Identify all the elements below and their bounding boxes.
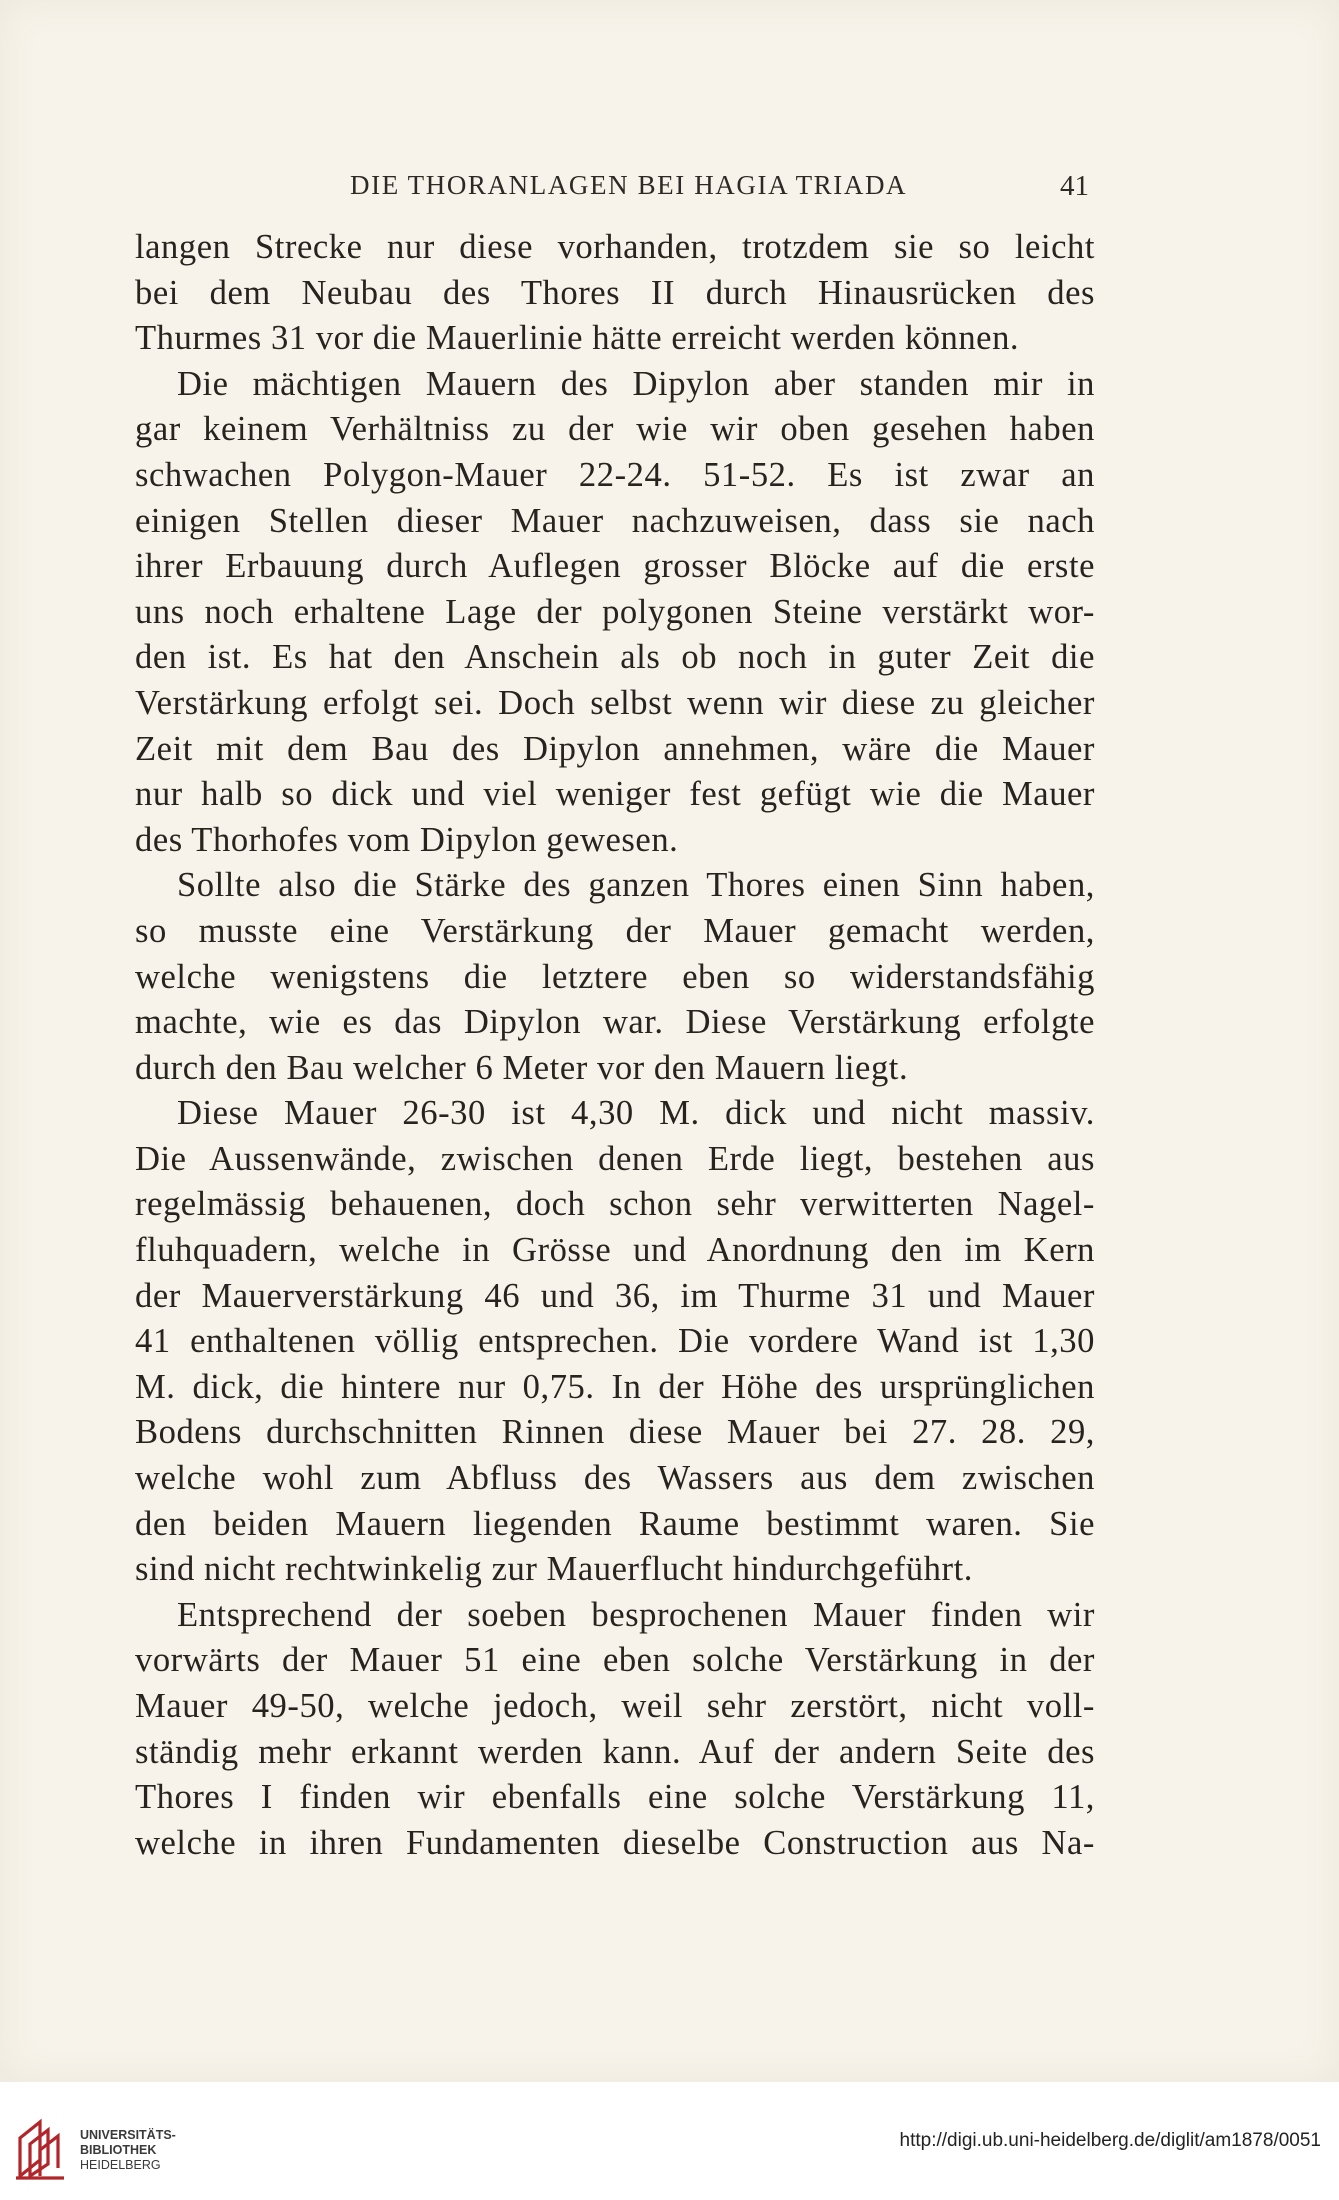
text-line: Die mächtigen Mauern des Dipylon aber standen mir in bbox=[177, 364, 1095, 403]
text-line: vorwärts der Mauer 51 eine eben solche Verstärkung in der bbox=[135, 1641, 1095, 1680]
text-line: bei dem Neubau des Thores II durch Hinausrücken des bbox=[135, 273, 1095, 312]
text-line: der Mauerverstärkung 46 und 36, im Thurme 31 und Mauer bbox=[135, 1276, 1095, 1315]
running-head bbox=[0, 170, 1339, 210]
text-line: welche wenigstens die letztere eben so widerstandsfähig bbox=[135, 957, 1095, 996]
text-line: Mauer 49-50, welche jedoch, weil sehr zerstört, nicht voll- bbox=[135, 1687, 1095, 1725]
text-line: langen Strecke nur diese vorhanden, trotzdem sie so leicht bbox=[135, 228, 1095, 266]
text-line: Die Aussenwände, zwischen denen Erde liegt, bestehen aus bbox=[135, 1139, 1095, 1178]
source-url-link[interactable]: http://digi.ub.uni-heidelberg.de/diglit/am1878/0051 bbox=[899, 2130, 1321, 2151]
text-line: regelmässig behauenen, doch schon sehr verwitterten Nagel- bbox=[135, 1185, 1095, 1224]
text-line: fluhquadern, welche in Grösse und Anordnung den im Kern bbox=[135, 1231, 1095, 1270]
footer-bar bbox=[0, 2082, 1339, 2200]
text-line: Diese Mauer 26-30 ist 4,30 M. dick und nicht massiv. bbox=[177, 1094, 1095, 1133]
library-name-line: HEIDELBERG bbox=[80, 2158, 161, 2172]
text-line: einigen Stellen dieser Mauer nachzuweisen, dass sie nach bbox=[135, 501, 1095, 540]
text-line: Entsprechend der soeben besprochenen Mauer finden wir bbox=[177, 1595, 1095, 1634]
text-line: durch den Bau welcher 6 Meter vor den Mauern liegt. bbox=[135, 1048, 909, 1087]
text-line: uns noch erhaltene Lage der polygonen Steine verstärkt wor- bbox=[135, 592, 1095, 631]
text-line: Sollte also die Stärke des ganzen Thores einen Sinn haben, bbox=[177, 866, 1095, 905]
text-line: nur halb so dick und viel weniger fest gefügt wie die Mauer bbox=[135, 775, 1095, 814]
text-line: ihrer Erbauung durch Auflegen grosser Blöcke auf die erste bbox=[135, 547, 1095, 586]
body-text bbox=[135, 225, 1095, 1866]
text-line: Thurmes 31 vor die Mauerlinie hätte erreicht werden können. bbox=[135, 319, 1020, 358]
text-line: Bodens durchschnitten Rinnen diese Mauer bei 27. 28. 29, bbox=[135, 1413, 1095, 1452]
text-line: Zeit mit dem Bau des Dipylon annehmen, wäre die Mauer bbox=[135, 729, 1095, 768]
text-line: schwachen Polygon-Mauer 22-24. 51-52. Es ist zwar an bbox=[135, 455, 1095, 494]
text-line: welche in ihren Fundamenten dieselbe Construction aus Na- bbox=[135, 1823, 1095, 1862]
library-name bbox=[80, 2128, 176, 2173]
text-line: Verstärkung erfolgt sei. Doch selbst wenn wir diese zu gleicher bbox=[135, 683, 1095, 722]
text-line: gar keinem Verhältniss zu der wie wir oben gesehen haben bbox=[135, 410, 1095, 449]
running-title: DIE THORANLAGEN BEI HAGIA TRIADA bbox=[350, 170, 908, 200]
text-line: Thores I finden wir ebenfalls eine solche Verstärkung 11, bbox=[135, 1778, 1095, 1817]
text-line: M. dick, die hintere nur 0,75. In der Höhe des ursprünglichen bbox=[135, 1367, 1095, 1406]
text-line: des Thorhofes vom Dipylon gewesen. bbox=[135, 820, 679, 859]
text-line: den ist. Es hat den Anschein als ob noch in guter Zeit die bbox=[135, 638, 1095, 677]
library-name-line: UNIVERSITÄTS- bbox=[80, 2128, 176, 2142]
text-line: welche wohl zum Abfluss des Wassers aus dem zwischen bbox=[135, 1459, 1095, 1498]
page-number: 41 bbox=[1060, 170, 1089, 202]
text-line: machte, wie es das Dipylon war. Diese Verstärkung erfolgte bbox=[135, 1003, 1095, 1042]
text-line: ständig mehr erkannt werden kann. Auf der andern Seite des bbox=[135, 1732, 1095, 1771]
text-line: 41 enthaltenen völlig entsprechen. Die vordere Wand ist 1,30 bbox=[135, 1322, 1095, 1361]
text-line: sind nicht rechtwinkelig zur Mauerflucht hindurchgeführt. bbox=[135, 1550, 973, 1589]
library-name-line: BIBLIOTHEK bbox=[80, 2143, 157, 2157]
text-line: so musste eine Verstärkung der Mauer gemacht werden, bbox=[135, 911, 1095, 950]
library-logo-icon bbox=[14, 2112, 74, 2182]
text-line: den beiden Mauern liegenden Raume bestimmt waren. Sie bbox=[135, 1504, 1095, 1543]
